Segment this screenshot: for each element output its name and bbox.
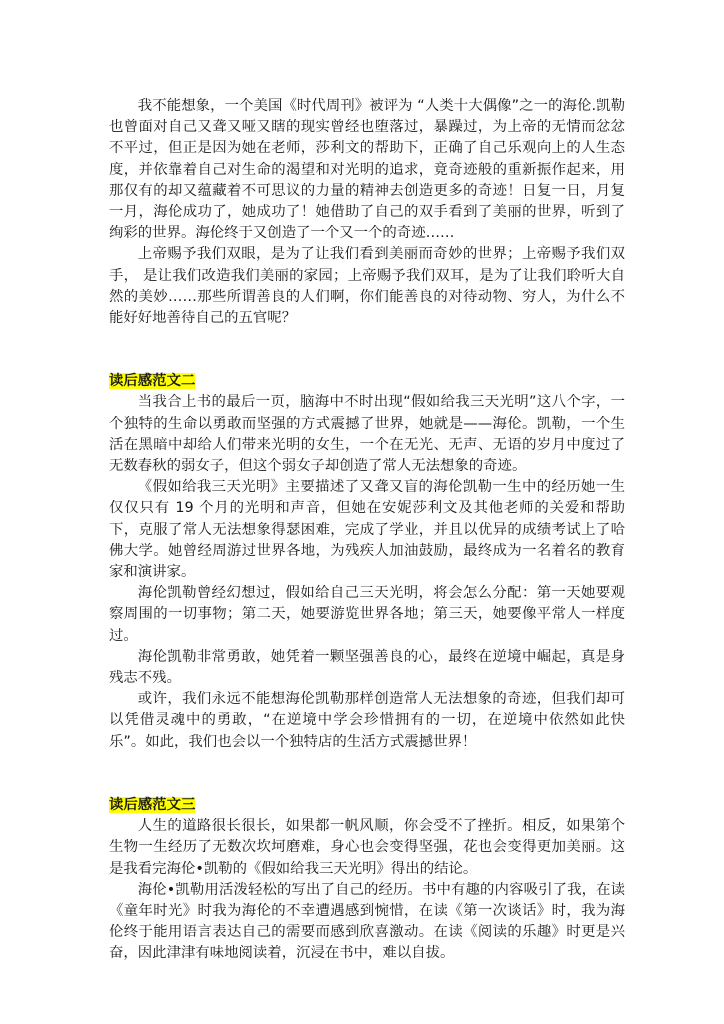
paragraph: 或许，我们永远不能想海伦凯勒那样创造常人无法想象的奇迹，但我们却可以凭借灵魂中的勇敢，“在逆境中学会珍惜拥有的一切，在逆境中依然如此快乐”。如此，我们也会以一个独特店的生活方式震撼世界！ <box>109 691 625 750</box>
heading-highlight: 读后感范文二 <box>109 373 196 390</box>
heading-highlight: 读后感范文三 <box>109 796 196 813</box>
paragraph: 海伦凯勒非常勇敢，她凭着一颗坚强善良的心，最终在逆境中崛起，真是身残志不残。 <box>109 648 625 687</box>
section-essay-three <box>109 795 625 965</box>
section-intro <box>109 96 625 329</box>
paragraph: 我不能想象，一个美国《时代周刊》被评为 “人类十大偶像”之一的海伦.凯勒也曾面对自己又聋又哑又瞎的现实曾经也堕落过，暴躁过，为上帝的无情而忿忿不平过，但正是因为她在老师，莎利文的帮助下，正确了自己乐观向上的人生态度，并依靠着自己对生命的渴望和对光明的追求，竟奇迹般的重新振作起来，用那仅有的却又蕴藏着不可思议的力量的精神去创造更多的奇迹！日复一日，月复一月，海伦成功了，她成功了！她借助了自己的双手看到了美丽的世界，听到了绚彩的世界。海伦终于又创造了一个又一个的奇迹…… <box>109 98 625 242</box>
section-essay-two <box>109 371 625 753</box>
paragraph: 人生的道路很长很长，如果都一帆风顺，你会受不了挫折。相反，如果第个生物一生经历了无数次坎坷磨难，身心也会变得坚强，花也会变得更加美丽。这是我看完海伦•凯勒的《假如给我三天光明》得出的结论。 <box>109 818 625 877</box>
paragraph: 海伦•凯勒用活泼轻松的写出了自己的经历。书中有趣的内容吸引了我，在读《童年时光》时我为海伦的不幸遭遇感到惋惜，在读《第一次谈话》时，我为海伦终于能用语言表达自己的需要而感到欣喜激动。在读《阅读的乐趣》时更是兴奋，因此津津有味地阅读着，沉浸在书中，难以自拔。 <box>109 881 625 962</box>
paragraph: 《假如给我三天光明》主要描述了又聋又盲的海伦凯勒一生中的经历她一生仅仅只有 19 个月的光明和声音，但她在安妮莎利文及其他老师的关爱和帮助下，克服了常人无法想象得瑟困难，完成了学业，并且以优异的成绩考试上了哈佛大学。她曾经周游过世界各地，为残疾人加油鼓励，最终成为一名着名的教育家和演讲家。 <box>109 479 625 581</box>
paragraph: 当我合上书的最后一页，脑海中不时出现“假如给我三天光明”这八个字，一个独特的生命以勇敢而坚强的方式震撼了世界，她就是——海伦。凯勒，一个生活在黑暗中却给人们带来光明的女生，一个在无光、无声、无语的岁月中度过了无数春秋的弱女子，但这个弱女子却创造了常人无法想象的奇迹。 <box>109 394 625 475</box>
paragraph: 上帝赐予我们双眼，是为了让我们看到美丽而奇妙的世界；上帝赐予我们双手， 是让我们改造我们美丽的家园；上帝赐予我们双耳，是为了让我们聆听大自然的美妙……那些所谓善良的人们啊，你们能善良的对待动物、穷人，为什么不能好好地善待自己的五官呢？ <box>109 246 625 327</box>
paragraph: 海伦凯勒曾经幻想过，假如给自己三天光明，将会怎么分配：第一天她要观察周围的一切事物；第二天，她要游览世界各地；第三天，她要像平常人一样度过。 <box>109 585 625 644</box>
section-heading <box>109 371 625 392</box>
section-heading <box>109 795 625 816</box>
document-page <box>109 96 625 965</box>
